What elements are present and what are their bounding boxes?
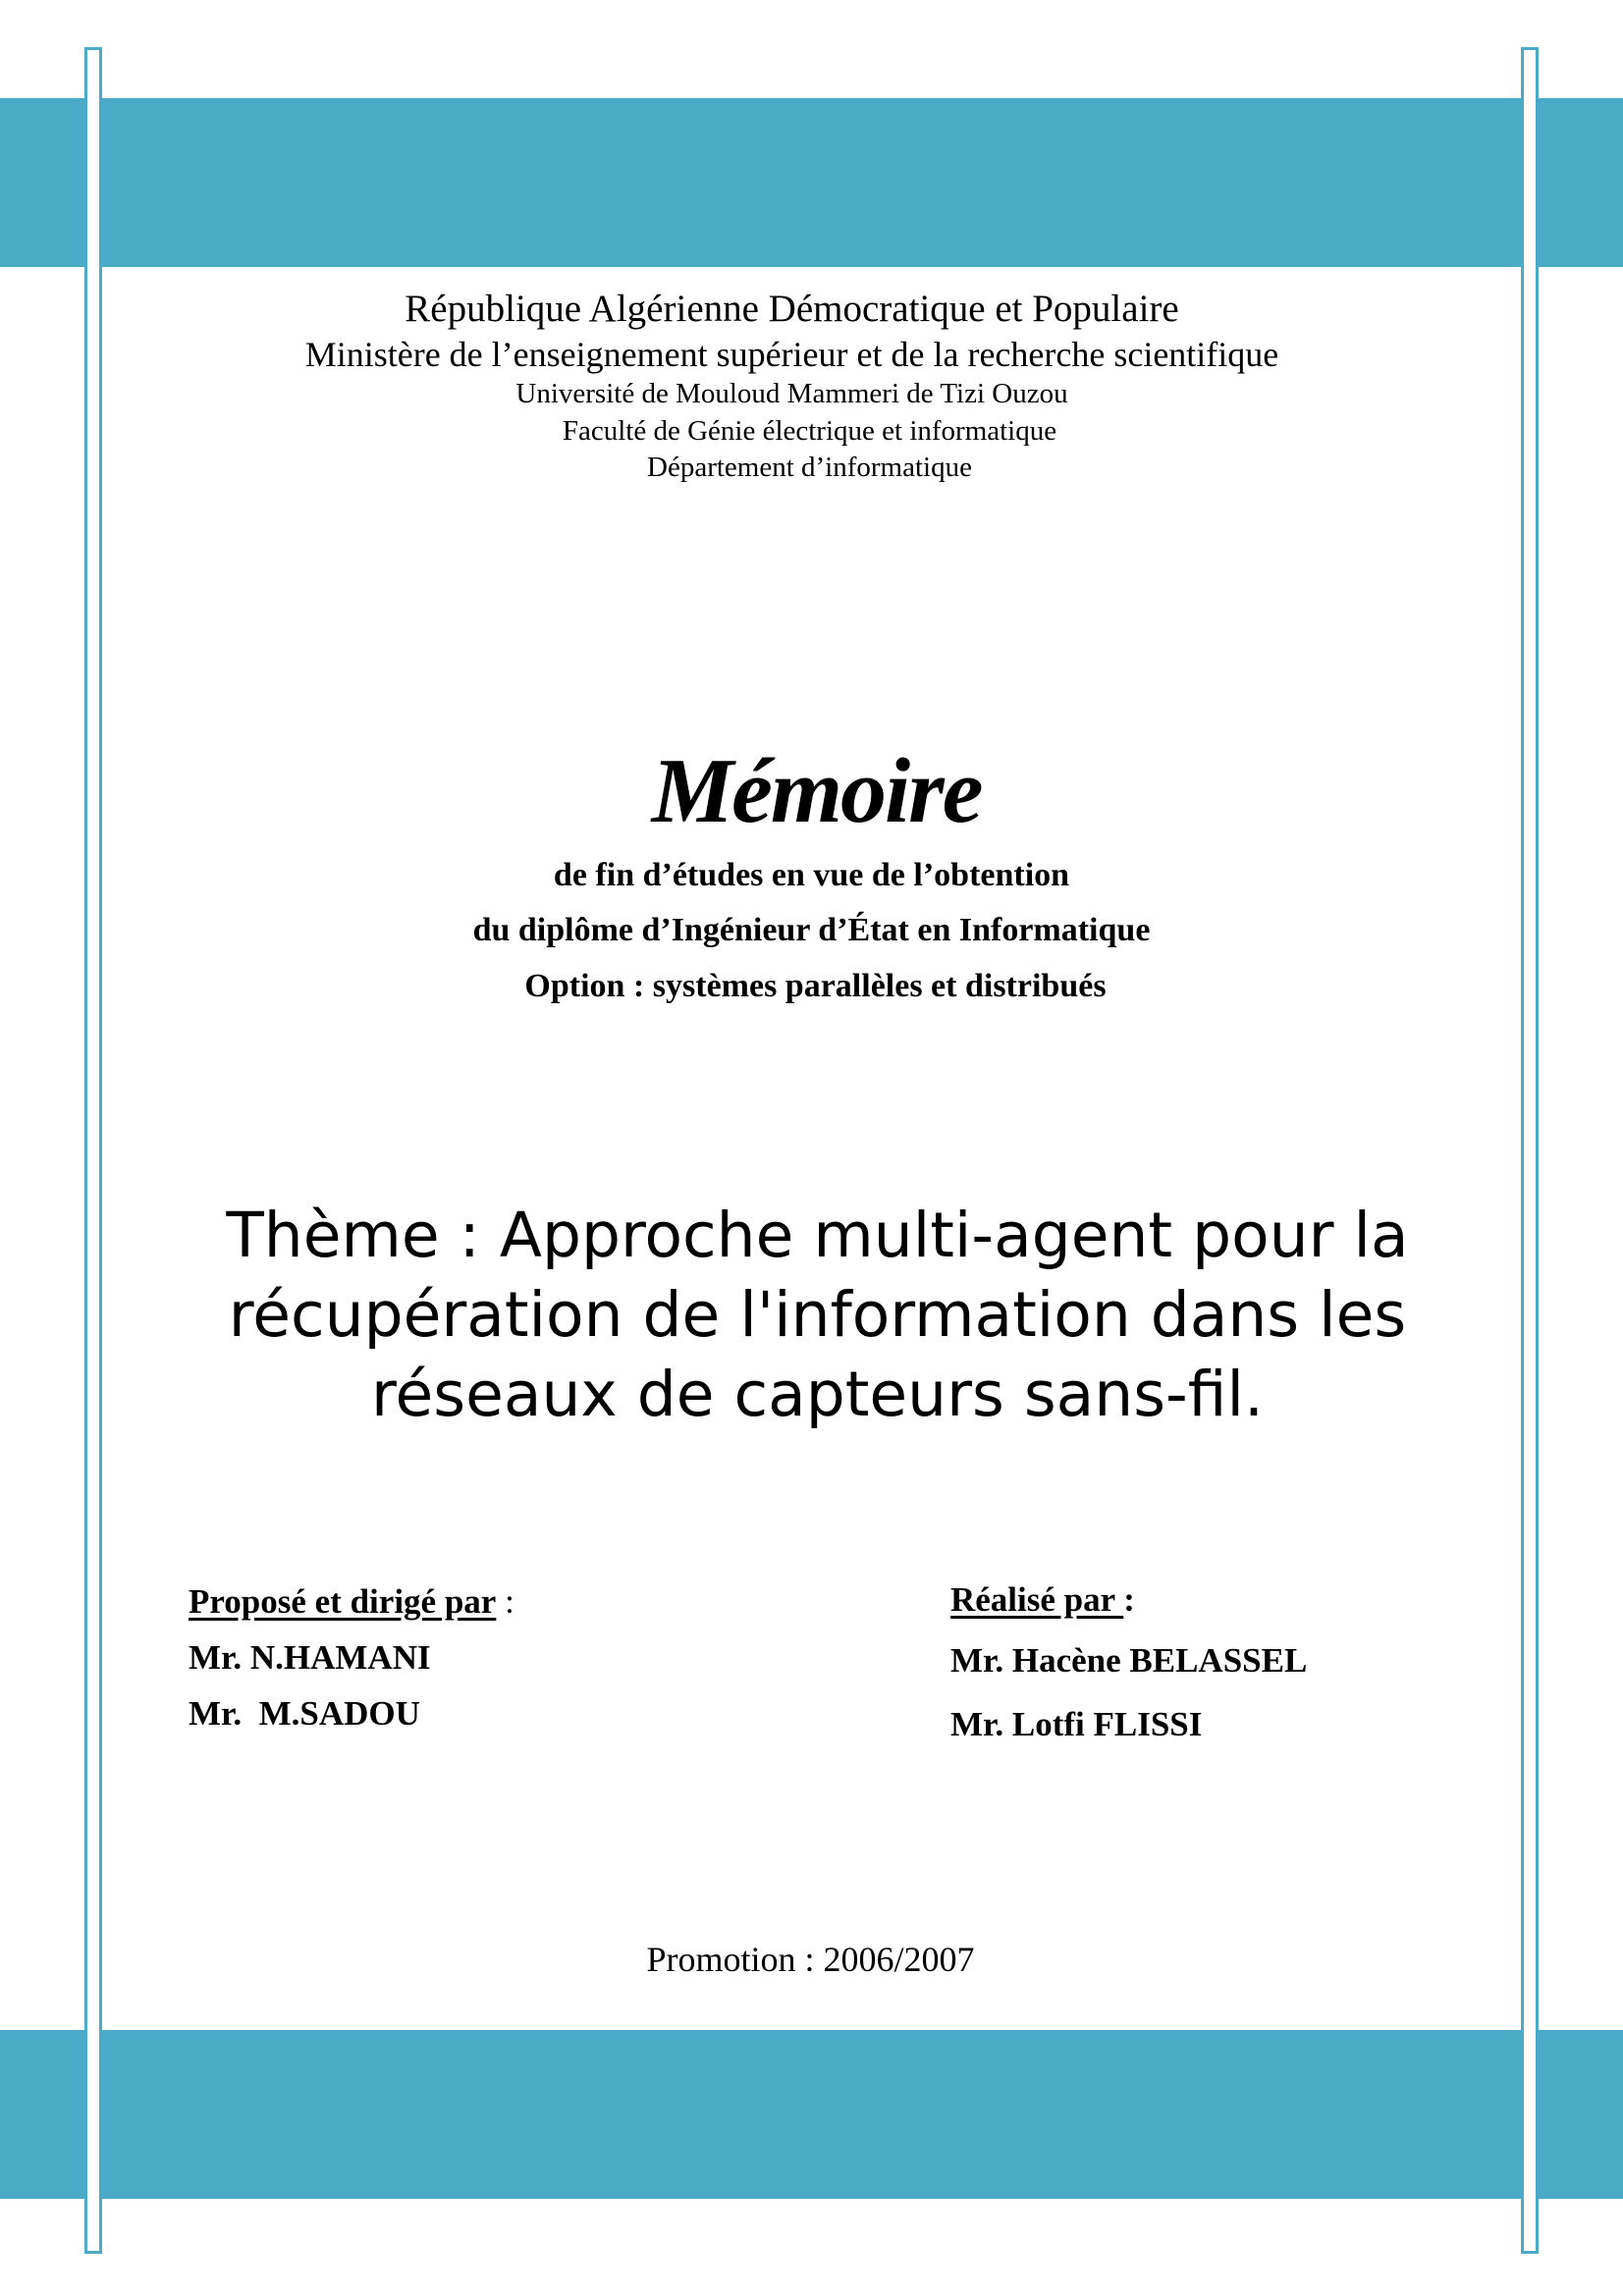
theme-line-2: récupération de l'information dans les bbox=[228, 1279, 1407, 1351]
bottom-decorative-band bbox=[0, 2030, 1623, 2199]
republic-heading: République Algérienne Démocratique et Populaire bbox=[405, 288, 1179, 330]
theme-line-3: réseaux de capteurs sans-fil. bbox=[371, 1359, 1264, 1430]
university-heading: Université de Mouloud Mammeri de Tizi Ouzou bbox=[515, 378, 1068, 409]
supervisors-heading-suffix: : bbox=[496, 1582, 514, 1621]
title-subline-3: Option : systèmes parallèles et distribués bbox=[524, 968, 1107, 1004]
supervisor-name: Mr. M.SADOU bbox=[189, 1694, 420, 1733]
theme-line-1: Thème : Approche multi-agent pour la bbox=[226, 1200, 1409, 1271]
authors-heading: Réalisé par bbox=[950, 1580, 1124, 1619]
promotion-footer: Promotion : 2006/2007 bbox=[646, 1940, 975, 1979]
supervisors-block bbox=[189, 1582, 514, 1750]
ministry-heading: Ministère de l’enseignement supérieur et de la recherche scientifique bbox=[304, 335, 1279, 374]
title-subline-2: du diplôme d’Ingénieur d’État en Informatique bbox=[472, 912, 1151, 948]
top-decorative-band bbox=[0, 98, 1623, 267]
faculty-heading: Faculté de Génie électrique et informatique bbox=[562, 415, 1057, 447]
supervisors-heading-row bbox=[189, 1582, 514, 1638]
author-name: Mr. Hacène BELASSEL bbox=[950, 1641, 1308, 1680]
authors-block bbox=[950, 1580, 1307, 1769]
authors-heading-row bbox=[950, 1580, 1307, 1641]
authors-heading-suffix: : bbox=[1123, 1580, 1135, 1619]
author-name: Mr. Lotfi FLISSI bbox=[950, 1705, 1203, 1743]
supervisors-heading: Proposé et dirigé par bbox=[189, 1582, 497, 1621]
document-title: Mémoire bbox=[651, 740, 982, 842]
supervisor-name: Mr. N.HAMANI bbox=[189, 1638, 431, 1677]
department-heading: Département d’informatique bbox=[647, 452, 972, 483]
title-subline-1: de fin d’études en vue de l’obtention bbox=[553, 857, 1070, 893]
